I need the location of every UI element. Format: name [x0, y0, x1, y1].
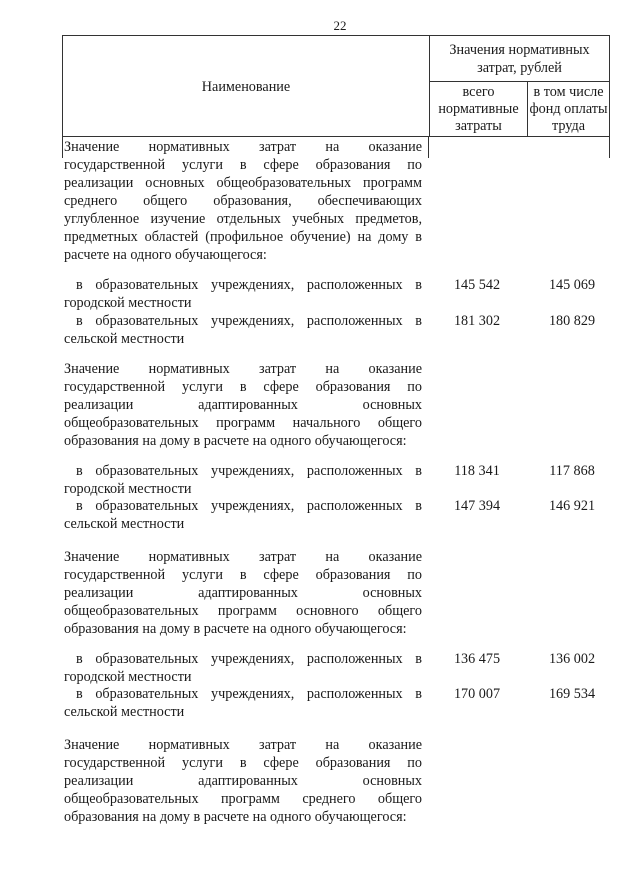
section-description: Значение нормативных затрат на оказание государственной услуги в сфере образования по реализации основных общеобразовательных программ среднего общего образования, обеспечивающих углубленное изучение отдельных учебных предметов, предметных областей (профильное обучение) на дому в расчете на одного обучающегося:	[64, 139, 422, 263]
table-header	[62, 35, 610, 137]
table-cell-payroll: 145 069	[548, 277, 596, 293]
table-row-label: в образовательных учреждениях, расположенных в городской местности	[64, 463, 422, 497]
section-description: Значение нормативных затрат на оказание государственной услуги в сфере образования по реализации адаптированных основных общеобразовательных программ начального общего образования на дому в расчете на одного обучающегося:	[64, 361, 422, 449]
table-cell-payroll: 169 534	[548, 686, 596, 702]
header-name: Наименование	[201, 79, 291, 95]
table-cell-payroll: 136 002	[548, 651, 596, 667]
header-payroll: в том числе фонд оплаты труда	[529, 84, 608, 134]
table-cell-total: 170 007	[453, 686, 501, 702]
page-number: 22	[333, 18, 347, 33]
table-cell-total: 118 341	[454, 463, 500, 479]
table-border	[62, 136, 63, 158]
section-description: Значение нормативных затрат на оказание государственной услуги в сфере образования по реализации адаптированных основных общеобразовательных программ основного общего образования на дому в расчете на одного обучающегося:	[64, 549, 422, 637]
section-description: Значение нормативных затрат на оказание государственной услуги в сфере образования по реализации адаптированных основных общеобразовательных программ среднего общего образования на дому в расчете на одного обучающегося:	[64, 737, 422, 825]
table-row-label: в образовательных учреждениях, расположенных в городской местности	[64, 651, 422, 685]
table-cell-total: 145 542	[453, 277, 501, 293]
header-total-costs: всего нормативные затраты	[438, 84, 519, 134]
header-divider	[429, 81, 609, 82]
table-row-label: в образовательных учреждениях, расположенных в сельской местности	[64, 313, 422, 347]
table-row-label: в образовательных учреждениях, расположенных в сельской местности	[64, 498, 422, 532]
table-cell-payroll: 117 868	[549, 463, 595, 479]
table-cell-total: 147 394	[453, 498, 501, 514]
table-row-label: в образовательных учреждениях, расположенных в городской местности	[64, 277, 422, 311]
header-values-group: Значения нормативных затрат, рублей	[449, 42, 590, 76]
table-border	[609, 136, 610, 158]
table-cell-total: 136 475	[453, 651, 501, 667]
table-border	[428, 136, 429, 158]
table-row-label: в образовательных учреждениях, расположенных в сельской местности	[64, 686, 422, 720]
table-cell-payroll: 180 829	[548, 313, 596, 329]
table-cell-total: 181 302	[453, 313, 501, 329]
table-cell-payroll: 146 921	[548, 498, 596, 514]
